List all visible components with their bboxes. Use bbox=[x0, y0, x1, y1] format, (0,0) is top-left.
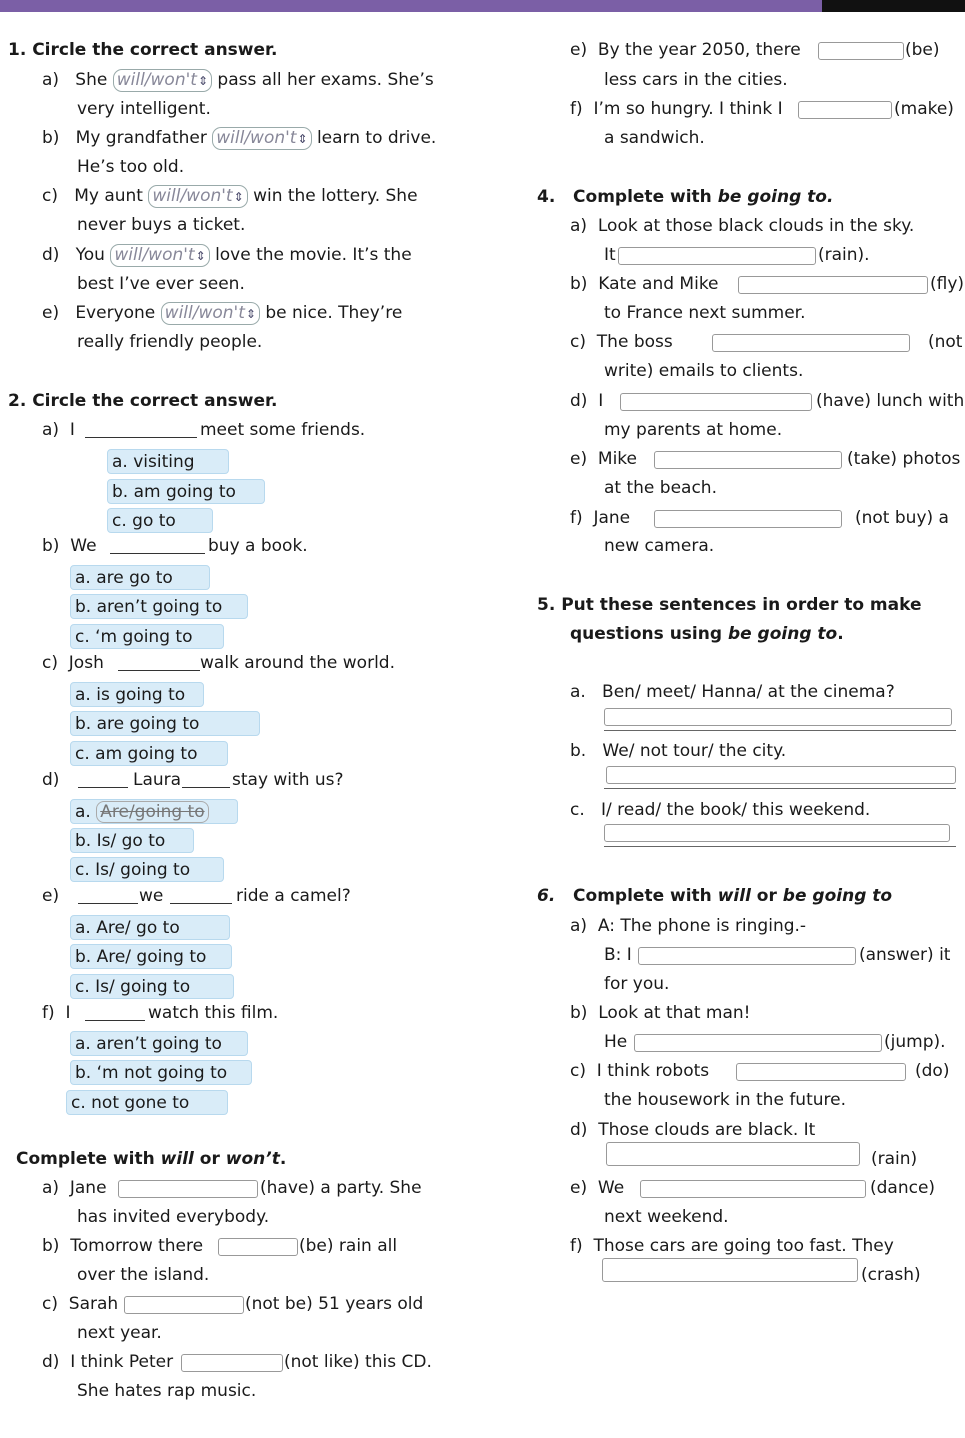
q2-item-text: ride a camel? bbox=[236, 886, 351, 906]
q4-item-line2: my parents at home. bbox=[604, 420, 783, 440]
top-banner bbox=[0, 0, 822, 12]
q3-item-line2: She hates rap music. bbox=[77, 1381, 257, 1401]
option-button[interactable]: c. am going to bbox=[70, 741, 228, 766]
answer-input[interactable] bbox=[818, 42, 904, 60]
q2-item-letter: d) bbox=[42, 770, 60, 790]
option-button[interactable]: a. Are/going to bbox=[70, 799, 238, 824]
q3-item-verb: (not like) this CD. bbox=[284, 1352, 432, 1372]
q2-item: f) I bbox=[42, 1003, 71, 1023]
q4-item-line2: new camera. bbox=[604, 536, 715, 556]
answer-input[interactable] bbox=[654, 510, 842, 528]
q6-item-line2: the housework in the future. bbox=[604, 1090, 846, 1110]
q6-title: 6. Complete with will or be going to bbox=[537, 886, 893, 906]
q1-item-line2: best I’ve ever seen. bbox=[77, 274, 245, 294]
chevron-down-icon: ⇕ bbox=[245, 307, 256, 321]
q4-item-verb: (rain). bbox=[818, 245, 870, 265]
q6-item-line2: next weekend. bbox=[604, 1207, 729, 1227]
q5-title-line2: questions using be going to. bbox=[570, 624, 844, 644]
q4-item-verb: (not bbox=[928, 332, 963, 352]
answer-line bbox=[604, 846, 956, 847]
q6-item-text: He bbox=[604, 1032, 628, 1052]
q3-item: a) Jane bbox=[42, 1178, 107, 1198]
q2-title: 2. Circle the correct answer. bbox=[8, 391, 278, 411]
blank-line bbox=[118, 670, 200, 671]
answer-input[interactable] bbox=[606, 1142, 860, 1166]
choice-select[interactable]: will/won't⇕ bbox=[113, 69, 212, 92]
answer-input[interactable] bbox=[181, 1354, 283, 1372]
q4-title: 4. Complete with be going to. bbox=[537, 187, 834, 207]
q5-item: b. We/ not tour/ the city. bbox=[570, 741, 787, 761]
q6-item: b) Look at that man! bbox=[570, 1003, 751, 1023]
q2-item-text: Laura bbox=[133, 770, 182, 790]
option-button[interactable]: a. visiting bbox=[107, 449, 229, 474]
blank-line bbox=[85, 1020, 145, 1021]
q4-item-verb: (take) photos bbox=[847, 449, 961, 469]
q4-item-line2: at the beach. bbox=[604, 478, 717, 498]
q2-item-text: buy a book. bbox=[208, 536, 308, 556]
q4-item: a) Look at those black clouds in the sky. bbox=[570, 216, 915, 236]
q4-item-verb: (have) lunch with bbox=[816, 391, 965, 411]
answer-input[interactable] bbox=[654, 451, 842, 469]
q3-item-line2: over the island. bbox=[77, 1265, 210, 1285]
answer-input[interactable] bbox=[634, 1034, 882, 1052]
option-button[interactable]: a. are go to bbox=[70, 565, 210, 590]
q3-item: b) Tomorrow there bbox=[42, 1236, 204, 1256]
q6-item-text: B: I bbox=[604, 945, 632, 965]
q6-item-verb: (crash) bbox=[861, 1265, 921, 1285]
q3-item-line2: less cars in the cities. bbox=[604, 70, 788, 90]
blank-line bbox=[170, 903, 232, 904]
q6-item: f) Those cars are going too fast. They bbox=[570, 1236, 894, 1256]
q1-title: 1. Circle the correct answer. bbox=[8, 40, 278, 60]
q3-item: f) I’m so hungry. I think I bbox=[570, 99, 783, 119]
answer-input[interactable] bbox=[738, 276, 928, 294]
q3-item: c) Sarah bbox=[42, 1294, 119, 1314]
option-button[interactable]: c. not gone to bbox=[66, 1090, 228, 1115]
option-button[interactable]: b. ‘m not going to bbox=[70, 1060, 252, 1085]
answer-input[interactable] bbox=[218, 1238, 298, 1256]
answer-input[interactable] bbox=[602, 1258, 858, 1282]
q3-title: Complete with will or won’t. bbox=[16, 1149, 287, 1169]
answer-input[interactable] bbox=[638, 947, 856, 965]
q4-item-line2: to France next summer. bbox=[604, 303, 806, 323]
q5-title: 5. Put these sentences in order to make bbox=[537, 595, 922, 615]
option-button[interactable]: a. aren’t going to bbox=[70, 1031, 248, 1056]
choice-select[interactable]: will/won't⇕ bbox=[161, 302, 260, 325]
q1-item: b) My grandfather will/won't⇕ learn to drive. bbox=[42, 128, 437, 148]
q2-item-text: stay with us? bbox=[232, 770, 344, 790]
chevron-down-icon: ⇕ bbox=[195, 249, 206, 263]
answer-input[interactable] bbox=[736, 1063, 906, 1081]
q1-item: d) You will/won't⇕ love the movie. It’s the bbox=[42, 245, 412, 265]
choice-select[interactable]: will/won't⇕ bbox=[110, 244, 209, 267]
chevron-down-icon: ⇕ bbox=[197, 74, 208, 88]
option-button[interactable]: b. am going to bbox=[107, 479, 265, 504]
q2-item-text: we bbox=[139, 886, 164, 906]
q6-item-verb: (dance) bbox=[870, 1178, 936, 1198]
answer-input[interactable] bbox=[798, 101, 892, 119]
q4-item: d) I bbox=[570, 391, 604, 411]
option-button[interactable]: a. is going to bbox=[70, 682, 204, 707]
option-button[interactable]: c. Is/ going to bbox=[70, 857, 224, 882]
q1-item-line2: really friendly people. bbox=[77, 332, 263, 352]
q4-item-verb: (not buy) a bbox=[855, 508, 949, 528]
q2-item: a) I bbox=[42, 420, 75, 440]
q3-item-verb: (make) bbox=[894, 99, 954, 119]
top-banner-dark bbox=[822, 0, 965, 12]
q6-item: e) We bbox=[570, 1178, 625, 1198]
q6-item: a) A: The phone is ringing.- bbox=[570, 916, 807, 936]
chevron-down-icon: ⇕ bbox=[233, 190, 244, 204]
answer-input[interactable] bbox=[640, 1180, 866, 1198]
option-button[interactable]: b. are going to bbox=[70, 711, 260, 736]
answer-input[interactable] bbox=[604, 708, 952, 726]
q5-item: c. I/ read/ the book/ this weekend. bbox=[570, 800, 871, 820]
option-button[interactable]: a. Are/ go to bbox=[70, 915, 230, 940]
option-button[interactable]: c. go to bbox=[107, 508, 213, 533]
q3-item: e) By the year 2050, there bbox=[570, 40, 801, 60]
q4-item: f) Jane bbox=[570, 508, 631, 528]
blank-line bbox=[78, 787, 128, 788]
option-button[interactable]: c. Is/ going to bbox=[70, 974, 234, 999]
q3-item: d) I think Peter bbox=[42, 1352, 174, 1372]
q3-item-verb: (be) rain all bbox=[299, 1236, 398, 1256]
q1-item: e) Everyone will/won't⇕ be nice. They’re bbox=[42, 303, 403, 323]
answer-line bbox=[604, 730, 956, 731]
option-button[interactable]: b. Are/ going to bbox=[70, 944, 232, 969]
q4-item: e) Mike bbox=[570, 449, 637, 469]
q2-item-text: walk around the world. bbox=[200, 653, 395, 673]
q1-item-line2: He’s too old. bbox=[77, 157, 185, 177]
q6-item-verb: (answer) it bbox=[859, 945, 951, 965]
q4-item: c) The boss bbox=[570, 332, 673, 352]
blank-line bbox=[110, 553, 205, 554]
blank-line bbox=[78, 903, 138, 904]
option-button[interactable]: b. aren’t going to bbox=[70, 594, 248, 619]
answer-input[interactable] bbox=[712, 334, 910, 352]
chevron-down-icon: ⇕ bbox=[297, 132, 308, 146]
q4-item-verb: (fly) bbox=[930, 274, 965, 294]
q6-item-verb: (jump). bbox=[884, 1032, 946, 1052]
blank-line bbox=[85, 437, 197, 438]
q1-item-line2: never buys a ticket. bbox=[77, 215, 246, 235]
circled-answer: Are/going to bbox=[96, 801, 208, 823]
q3-item-verb: (have) a party. She bbox=[260, 1178, 422, 1198]
q6-item: d) Those clouds are black. It bbox=[570, 1120, 816, 1140]
q6-item-verb: (do) bbox=[915, 1061, 950, 1081]
q2-item-text: meet some friends. bbox=[200, 420, 366, 440]
q4-item-line2: write) emails to clients. bbox=[604, 361, 804, 381]
q5-item: a. Ben/ meet/ Hanna/ at the cinema? bbox=[570, 682, 895, 702]
q1-item: a) She will/won't⇕ pass all her exams. She’s bbox=[42, 70, 434, 90]
q3-item-verb: (be) bbox=[905, 40, 940, 60]
q4-item: b) Kate and Mike bbox=[570, 274, 719, 294]
choice-select[interactable]: will/won't⇕ bbox=[148, 185, 247, 208]
q2-item-letter: e) bbox=[42, 886, 60, 906]
q1-item: c) My aunt will/won't⇕ win the lottery. She bbox=[42, 186, 418, 206]
answer-line bbox=[604, 788, 956, 789]
q3-item-line2: next year. bbox=[77, 1323, 162, 1343]
q4-item-text: It bbox=[604, 245, 616, 265]
q6-item: c) I think robots bbox=[570, 1061, 710, 1081]
option-button[interactable]: b. Is/ go to bbox=[70, 828, 194, 853]
q2-item: b) We bbox=[42, 536, 97, 556]
answer-input[interactable] bbox=[620, 393, 812, 411]
answer-input[interactable] bbox=[604, 824, 950, 842]
q1-item-line2: very intelligent. bbox=[77, 99, 211, 119]
answer-input[interactable] bbox=[124, 1296, 244, 1314]
blank-line bbox=[182, 787, 230, 788]
answer-input[interactable] bbox=[118, 1180, 258, 1198]
choice-select[interactable]: will/won't⇕ bbox=[212, 127, 311, 150]
q6-item-line3: for you. bbox=[604, 974, 670, 994]
q6-item-verb: (rain) bbox=[871, 1149, 918, 1169]
answer-input[interactable] bbox=[606, 766, 956, 784]
q2-item-text: watch this film. bbox=[148, 1003, 279, 1023]
q3-item-line2: a sandwich. bbox=[604, 128, 705, 148]
answer-input[interactable] bbox=[618, 247, 816, 265]
q3-item-verb: (not be) 51 years old bbox=[245, 1294, 424, 1314]
q2-item: c) Josh bbox=[42, 653, 104, 673]
q3-item-line2: has invited everybody. bbox=[77, 1207, 270, 1227]
option-button[interactable]: c. ‘m going to bbox=[70, 624, 224, 649]
